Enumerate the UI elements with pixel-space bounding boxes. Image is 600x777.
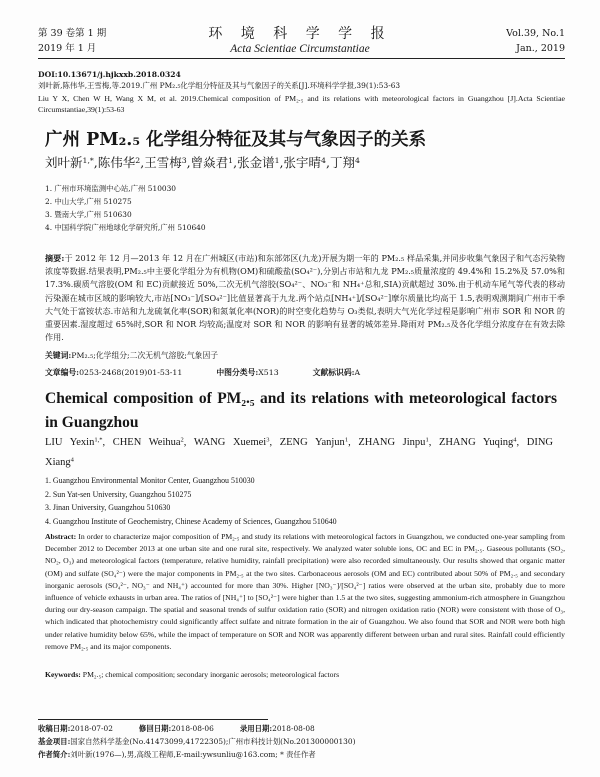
received-label: 收稿日期: xyxy=(38,724,71,733)
zh-abstract xyxy=(45,252,565,345)
footnote-fund xyxy=(38,736,565,749)
footnote-dates xyxy=(38,723,565,736)
header-rule xyxy=(38,58,565,59)
zh-author: 张宇晴$^4$, xyxy=(283,155,330,170)
en-author: ZHANG Jinpu$^1$, xyxy=(358,436,439,448)
en-abstract xyxy=(45,531,565,666)
revised-date: 2018-08-06 xyxy=(171,724,214,733)
accepted-label: 录用日期: xyxy=(239,724,273,733)
zh-keywords-text: PM₂.₅;化学组分;二次无机气溶胶;气象因子 xyxy=(71,351,219,360)
en-author: ZENG Yanjun$^1$, xyxy=(279,436,359,448)
zh-abstract-text: 于 2012 年 12 月—2013 年 12 月在广州城区(市站)和东部郊区(九龙)开展为期一年的 PM₂.₅ 样品采集,并同步收集气象因子和气态污染物浓度等数据.结果表明,PM₂.₅中主要化学组分为有机物(OM)和硫酸盐(SO₄²⁻),分别占市站和九龙 PM₂.₅质量浓度的 49.4%和 15.2%及 57.0%和 17.3%.碳质气溶胶(OM 和 EC)贡献接近 50%,二次无机气溶胶(SO₄²⁻、NO₃⁻和 NH₄⁺总和,SIA)贡献超过 30%.由于机动车尾气等代表的移动污染源在城市区域的影响较大,市站[NO₃⁻]/[SO₄²⁻]比值显著高于九龙.两个站点[NH₄⁺]/[SO₄²⁻]摩尔质量比均高于 1.5,表明观测期间广州市干季大气处于富铵状态.市站和九龙硫氧化率(SOR)和氮氧化率(NOR)的时空变化趋势与 O₃类似,表明大气光化学过程是影响广州市 SOR 和 NOR 的重要因素.湿度超过 65%时,SOR 和 NOR 均较高;温度对 SOR 和 NOR 的影响有显著的城郊差异.降雨对 PM₂.₅及各化学组分浓度存在有效去除作用. xyxy=(45,253,565,343)
en-author: CHEN Weihua$^2$, xyxy=(112,436,194,448)
zh-title: 广州 PM₂.₅ 化学组分特征及其与气象因子的关系 xyxy=(45,130,427,150)
zh-affiliation: 2. 中山大学,广州 510275 xyxy=(45,197,132,206)
zh-abstract-label: 摘要: xyxy=(45,253,65,263)
zh-keywords xyxy=(45,350,565,361)
citation-zh: 刘叶新,陈伟华,王雪梅,等.2019.广州 PM₂.₅化学组分特征及其与气象因子的关系[J].环境科学学报,39(1):53-63 xyxy=(38,81,401,90)
en-abstract-label: Abstract: xyxy=(45,532,77,541)
zh-author: 王雪梅$^3$, xyxy=(144,155,191,170)
en-affiliation: 3. Jinan University, Guangzhou 510630 xyxy=(45,503,171,512)
en-abstract-text: In order to characterize major composition of PM₂.₅ and study its relations with meteorological factors in Guangzhou, we conducted one-year sampling from December 2012 to December 2013 at one urban site and one rural site, respectively. We analyzed water soluble ions, OC and EC in PM₂.₅. Gaseous pollutants (SO₂, NO₂, O₃) and meteorological factors (temperature, relative humidity, rainfall precipitation) were also recorded simultaneously. Our results showed that organic matter (OM) and sulfate (SO₄²⁻) were the major components in PM₂.₅ at the two sites. Carbonaceous aerosols (OM and EC) contributed about 50% of PM₂.₅ and secondary inorganic aerosols (SO₄²⁻, NO₃⁻ and NH₄⁺) accounted for more than 30%. Higher [NO₃⁻]/[SO₄²⁻] ratios were observed at the urban site, probably due to more influence of vehicle exhausts in urban area. The ratios of [NH₄⁺] to [SO₄²⁻] were higher than 1.5 at the two sites, suggesting ammonium-rich atmosphere in Guangzhou during our dry-season campaign. The spatial and seasonal trends of sulfur oxidation ratio (SOR) and nitrogen oxidation ratio (NOR) were consistent with those of O₃, which indicated that photochemistry could significantly affect sulfate and nitrate formation in the air of Guangzhou. We also found that SOR and NOR were both high under relative humidity below 65%, while the impact of temperature on SOR and NOR was apparently different between urban and rural sites. Rainfall could efficiently remove PM₂.₅ and its major components. xyxy=(45,532,565,651)
en-affiliation: 2. Sun Yat-sen University, Guangzhou 510275 xyxy=(45,489,192,499)
clc: X513 xyxy=(258,368,279,377)
en-affiliations xyxy=(45,474,565,528)
en-affiliation: 1. Guangzhou Environmental Monitor Center, Guangzhou 510030 xyxy=(45,476,255,485)
citation-en: Liu Y X, Chen W H, Wang X M, et al. 2019.Chemical composition of PM₂.₅ and its relations with meteorological factors in Guangzhou [J].Acta Scientiae Circumstantiae,39(1):53-63 xyxy=(38,94,565,114)
doc-code-label: 文献标识码: xyxy=(312,368,355,377)
fund-label: 基金项目: xyxy=(38,737,71,746)
en-keywords-text: PM₂.₅; chemical composition; secondary inorganic aerosols; meteorological factors xyxy=(82,670,340,679)
header-volume: 第 39 卷第 1 期 xyxy=(38,28,107,39)
header-date-en: Jan., 2019 xyxy=(516,43,565,54)
en-title: Chemical composition of PM₂.₅ and its relations with meteorological factors in Guangzhou xyxy=(45,390,557,431)
author-bio-label: 作者简介: xyxy=(38,750,71,759)
footnote-author xyxy=(38,749,565,762)
revised-label: 修回日期: xyxy=(138,724,172,733)
en-author: LIU Yexin$^{1,*}$, xyxy=(45,436,113,448)
zh-affiliations xyxy=(45,182,565,234)
article-no: 0253-2468(2019)01-53-11 xyxy=(79,368,183,377)
zh-affiliation: 1. 广州市环境监测中心站,广州 510030 xyxy=(45,184,177,193)
doc-code: A xyxy=(354,368,361,377)
footnote-rule xyxy=(38,719,268,720)
en-author: DING Xiang$^4$ xyxy=(45,437,554,468)
author-bio-text: 刘叶新(1976—),男,高级工程师,E-mail:ywsunliu@163.com; * 责任作者 xyxy=(70,750,316,759)
header-journal-zh: 环 境 科 学 学 报 xyxy=(208,26,392,42)
header-vol-en: Vol.39, No.1 xyxy=(506,28,565,39)
en-affiliation: 4. Guangzhou Institute of Geochemistry, Chinese Academy of Sciences, Guangzhou 510640 xyxy=(45,516,337,526)
zh-author: 陈伟华$^2$, xyxy=(97,155,145,170)
header-date: 2019 年 1 月 xyxy=(38,43,97,54)
zh-author: 丁翔$^4$ xyxy=(329,155,360,170)
en-author: WANG Xuemei$^3$, xyxy=(193,436,280,448)
fund-text: 国家自然科学基金(No.41473099,41722305);广州市科技计划(No.201300000130) xyxy=(70,737,356,746)
zh-keywords-label: 关键词: xyxy=(45,351,72,360)
accepted-date: 2018-08-08 xyxy=(272,724,315,733)
zh-author: 曾焱君$^1$, xyxy=(190,155,238,170)
en-authors xyxy=(45,433,560,473)
zh-authors xyxy=(45,155,565,171)
zh-author: 刘叶新$^{1,*}$, xyxy=(45,155,98,170)
received-date: 2018-07-02 xyxy=(70,724,113,733)
header-journal-en: Acta Scientiae Circumstantiae xyxy=(230,43,370,55)
zh-author: 张金谱$^1$, xyxy=(237,155,284,170)
zh-affiliation: 4. 中国科学院广州地球化学研究所,广州 510640 xyxy=(45,223,206,232)
article-meta xyxy=(45,367,565,378)
en-author: ZHANG Yuqing$^4$, xyxy=(438,436,527,448)
zh-affiliation: 3. 暨南大学,广州 510630 xyxy=(45,210,132,219)
en-keywords xyxy=(45,669,565,680)
doi: DOI:10.13671/j.hjkxxb.2018.0324 xyxy=(38,70,181,79)
article-no-label: 文章编号: xyxy=(45,368,80,377)
en-keywords-label: Keywords: xyxy=(45,670,81,679)
clc-label: 中图分类号: xyxy=(216,368,259,377)
